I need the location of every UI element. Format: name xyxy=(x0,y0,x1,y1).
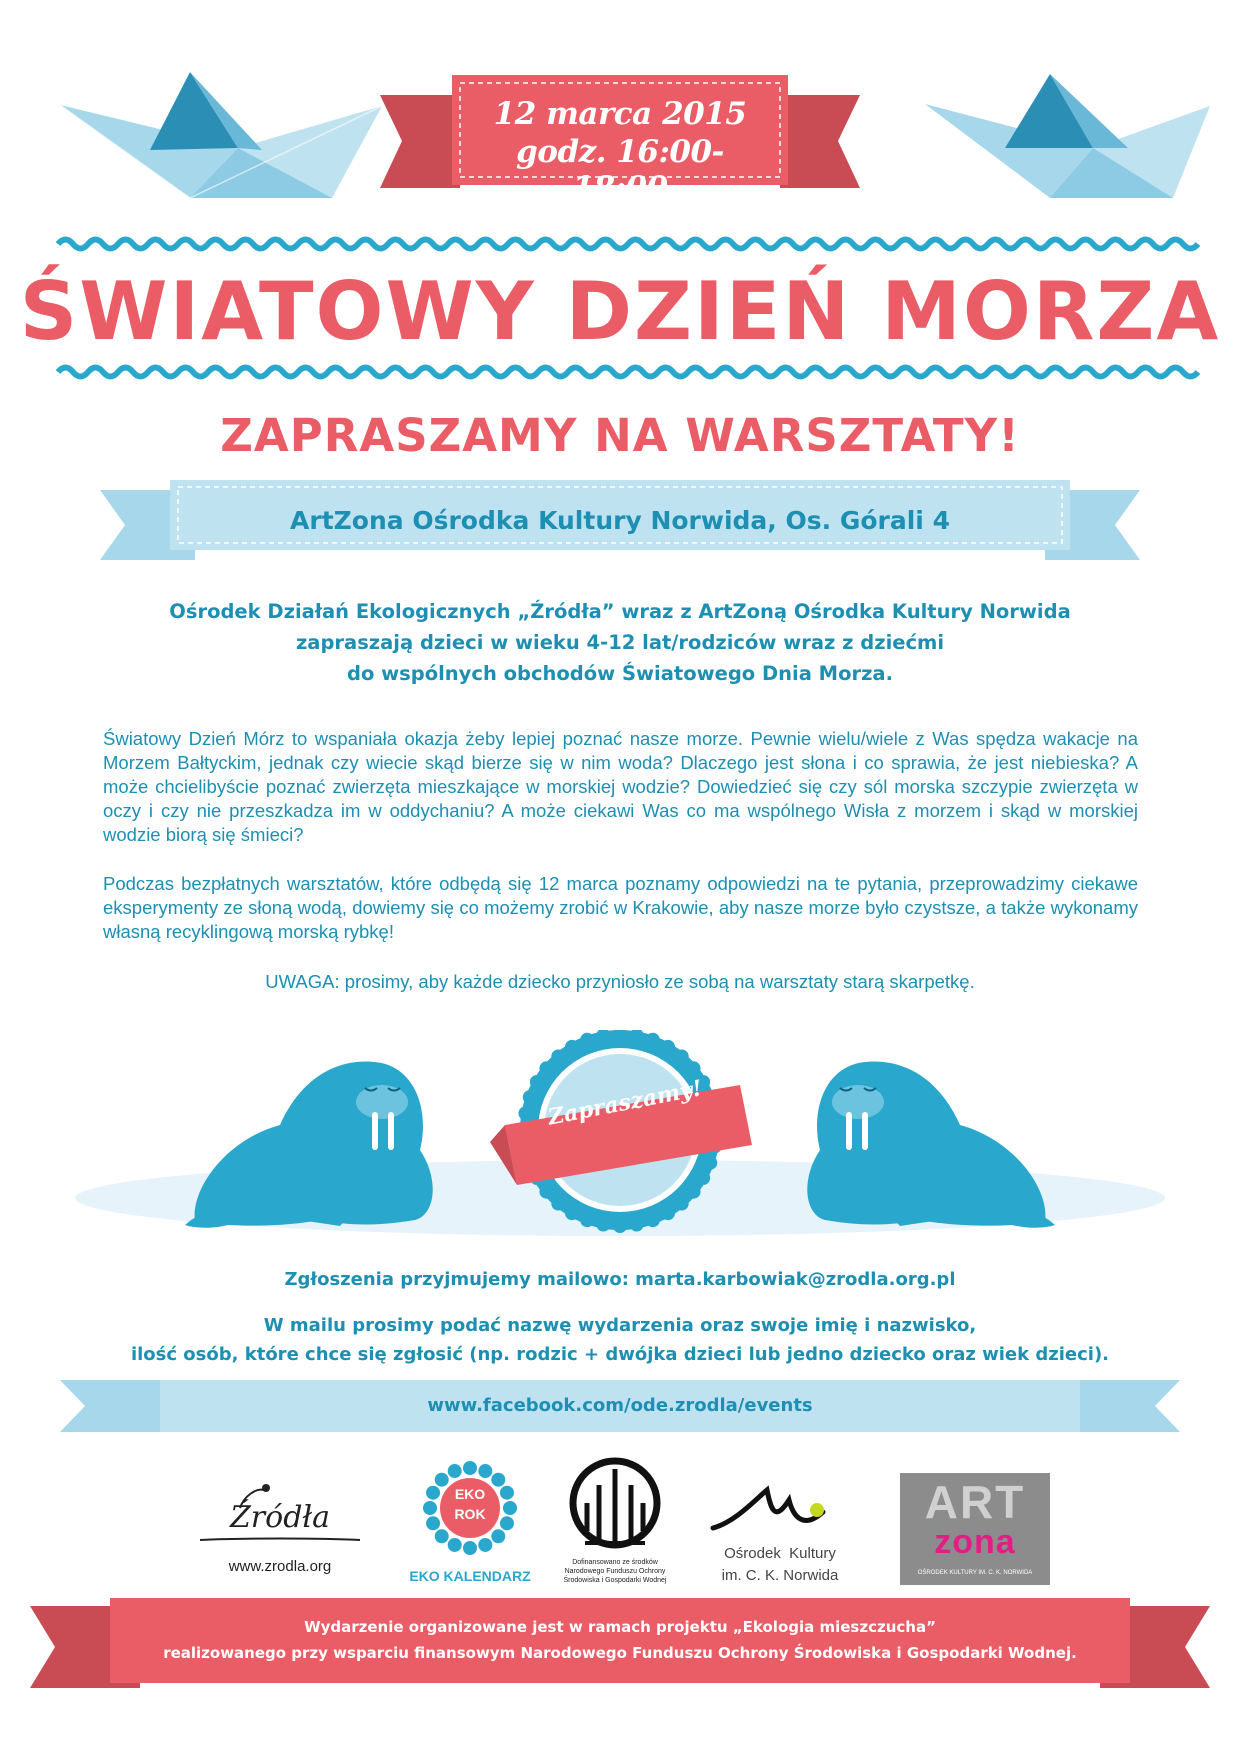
zrodla-url: www.zrodla.org xyxy=(228,1558,332,1575)
facebook-link[interactable]: www.facebook.com/ode.zrodla/events xyxy=(427,1395,813,1416)
nfosigw-caption-1: Dofinansowano ze środków xyxy=(572,1559,658,1566)
walrus-left-icon xyxy=(185,1062,433,1228)
logo-norwid xyxy=(705,1480,855,1595)
nfosigw-caption-3: Środowiska i Gospodarki Wodnej xyxy=(563,1577,667,1584)
footer-line: realizowanego przy wsparciu finansowym Narodowego Funduszu Ochrony Środowiska i Gospodarki Wodnej. xyxy=(163,1644,1077,1662)
norwid-line-1: Ośrodek Kultury xyxy=(724,1545,836,1562)
warning-note: UWAGA: prosimy, aby każde dziecko przyniosło ze sobą na warsztaty starą skarpetkę. xyxy=(265,971,975,992)
mail-info xyxy=(120,1311,1120,1369)
mail-info-line: W mailu prosimy podać nazwę wydarzenia oraz swoje imię i nazwisko, xyxy=(263,1315,977,1336)
ekorok-caption: EKO KALENDARZ xyxy=(409,1568,531,1584)
intro-line: Ośrodek Działań Ekologicznych „Źródła” wraz z ArtZoną Ośrodka Kultury Norwida xyxy=(169,600,1071,623)
body-paragraph-1: Światowy Dzień Mórz to wspaniała okazja żeby lepiej poznać nasze morze. Pewnie wielu/wiele z Was spędza wakacje na Morzem Bałtyckim, jednak czy wiecie skąd bierze się w nim woda? Dlaczego jest słona i co sprawia, że jest niebieska? A może chcielibyście poznać zwierzęta mieszkające w morskiej wodzie? Dowiedzieć się czy sól morska szczypie zwierzęta w oczy i czy nie przeszkadza im w oddychaniu? A może ciekawi Was co ma wspólnego Wisła z morzem i skąd w morskiej wodzie biorą się śmieci? xyxy=(103,728,1138,845)
wave-bottom xyxy=(58,368,1198,377)
nfosigw-caption-2: Narodowego Funduszu Ochrony xyxy=(564,1568,666,1575)
artzona-top: ART xyxy=(924,1476,1026,1528)
venue-label: ArtZona Ośrodka Kultury Norwida, Os. Górali 4 xyxy=(290,506,950,535)
walrus-scene xyxy=(0,1030,1240,1240)
ekorok-badge-bottom: ROK xyxy=(454,1506,486,1522)
body-paragraph-2: Podczas bezpłatnych warsztatów, które odbędą się 12 marca poznamy odpowiedzi na te pytania, przeprowadzimy ciekawe eksperymenty ze słoną wodą, dowiemy się co możemy zrobić w Krakowie, aby nasze morze było czystsze, a także wykonamy własną recyklingową morską rybkę! xyxy=(103,873,1138,942)
artzona-caption: OŚRODEK KULTURY IM. C. K. NORWIDA xyxy=(917,1570,1033,1576)
nfosigw-emblem-icon xyxy=(565,1455,665,1555)
intro-line: zapraszają dzieci w wieku 4-12 lat/rodziców wraz z dziećmi xyxy=(295,631,945,654)
artzona-bottom: zona xyxy=(934,1523,1016,1561)
wave-top xyxy=(58,240,1198,249)
event-date: 12 marca 2015 xyxy=(493,96,747,132)
paper-boat-right-icon xyxy=(925,74,1210,198)
ekorok-badge-top: EKO xyxy=(454,1486,486,1502)
page-title: ŚWIATOWY DZIEŃ MORZA xyxy=(19,265,1221,358)
logo-zrodla xyxy=(200,1478,360,1588)
walrus-right-icon xyxy=(807,1062,1055,1228)
page-subtitle: ZAPRASZAMY NA WARSZTATY! xyxy=(220,409,1020,462)
badge-label: Zapraszamy! xyxy=(545,1075,705,1131)
logo-nfosigw xyxy=(565,1455,665,1600)
paper-boat-left-icon xyxy=(60,72,382,198)
footer-text xyxy=(120,1614,1120,1666)
zrodla-name: Źródła xyxy=(229,1500,331,1535)
norwid-line-2: im. C. K. Norwida xyxy=(721,1567,839,1584)
mail-info-line: ilość osób, które chce się zgłosić (np. rodzic + dwójka dzieci lub jedno dziecko oraz wiek dzieci). xyxy=(130,1344,1110,1365)
logo-artzona xyxy=(900,1473,1050,1588)
intro-text xyxy=(100,596,1140,689)
footer-line: Wydarzenie organizowane jest w ramach projektu „Ekologia mieszczucha” xyxy=(304,1618,936,1636)
registration-line: Zgłoszenia przyjmujemy mailowo: marta.karbowiak@zrodla.org.pl xyxy=(284,1269,956,1290)
norwid-signature-icon xyxy=(705,1480,855,1540)
event-time: godz. 16:00-18:00 xyxy=(516,134,724,206)
intro-line: do wspólnych obchodów Światowego Dnia Morza. xyxy=(346,662,894,685)
logo-ekorok xyxy=(405,1456,535,1596)
